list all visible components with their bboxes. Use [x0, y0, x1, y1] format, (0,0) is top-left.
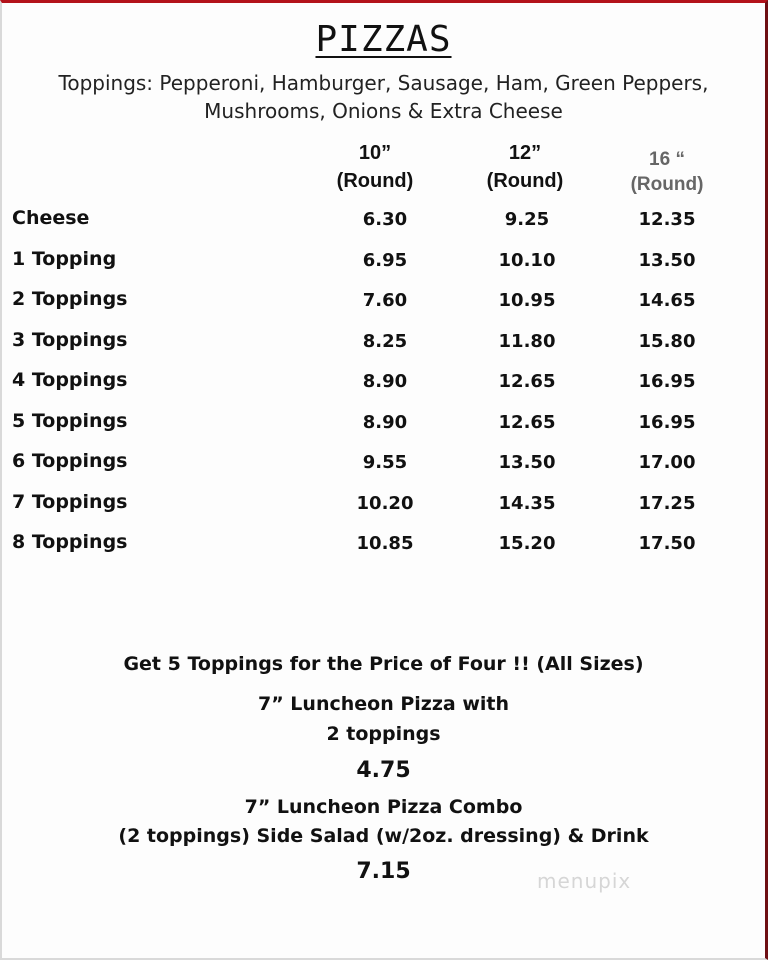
price-10in: 8.25 [362, 330, 408, 352]
toppings-list [22, 69, 745, 125]
price-12in: 10.95 [498, 290, 556, 311]
column-header-16in [602, 147, 732, 197]
price-12in: 9.25 [504, 209, 550, 230]
row-label: 2 Toppings [12, 288, 128, 310]
price-10in: 10.20 [356, 492, 414, 514]
table-row [2, 529, 765, 570]
price-16in: 17.50 [638, 533, 696, 554]
combo-price: 7.15 [356, 859, 411, 884]
price-10in: 10.85 [356, 533, 414, 554]
row-label: 1 Topping [12, 247, 117, 270]
price-table [2, 205, 765, 570]
column-size: 12” [508, 142, 542, 164]
luncheon-subtitle: 2 toppings [326, 723, 441, 745]
table-row [2, 327, 765, 368]
price-10in: 8.90 [362, 411, 408, 433]
row-label: 8 Toppings [12, 531, 128, 553]
column-header-12in [460, 139, 590, 195]
combo-details: (2 toppings) Side Salad (w/2oz. dressing) & Drink [118, 825, 649, 847]
column-size: 10” [358, 142, 392, 164]
promo-deal: Get 5 Toppings for the Price of Four !! (All Sizes) [123, 653, 644, 675]
row-label: 5 Toppings [12, 409, 128, 432]
price-12in: 12.65 [498, 371, 556, 392]
price-16in: 15.80 [638, 330, 696, 352]
price-12in: 11.80 [498, 330, 556, 352]
price-10in: 8.90 [362, 371, 408, 392]
column-shape: (Round) [336, 170, 414, 192]
row-label: 6 Toppings [12, 450, 128, 472]
row-label: Cheese [12, 207, 90, 229]
price-12in: 13.50 [498, 452, 556, 473]
table-row [2, 367, 765, 408]
price-12in: 14.35 [498, 492, 556, 514]
luncheon-title: 7” Luncheon Pizza with [257, 693, 510, 715]
toppings-line-2: Mushrooms, Onions & Extra Cheese [204, 99, 563, 123]
watermark-logo: menupix [537, 869, 632, 893]
price-10in: 7.60 [362, 290, 408, 311]
price-16in: 16.95 [638, 411, 696, 433]
price-10in: 9.55 [362, 452, 408, 473]
price-16in: 17.25 [638, 492, 696, 514]
luncheon-price: 4.75 [356, 758, 411, 783]
column-header-10in [310, 139, 440, 195]
table-row [2, 408, 765, 449]
price-10in: 6.30 [362, 209, 408, 230]
table-row [2, 205, 765, 246]
price-12in: 12.65 [498, 411, 556, 433]
toppings-line-1: Toppings: Pepperoni, Hamburger, Sausage, Ham, Green Peppers, [58, 71, 709, 95]
table-row [2, 448, 765, 489]
price-16in: 16.95 [638, 371, 696, 392]
price-12in: 10.10 [498, 249, 556, 271]
page-title: PIZZAS [315, 19, 452, 60]
row-label: 7 Toppings [12, 490, 128, 513]
price-16in: 14.65 [638, 290, 696, 311]
column-shape: (Round) [630, 174, 704, 195]
column-size: 16 “ [649, 149, 685, 170]
price-10in: 6.95 [362, 249, 408, 271]
row-label: 4 Toppings [12, 369, 128, 391]
price-12in: 15.20 [498, 533, 556, 554]
price-16in: 12.35 [638, 209, 696, 230]
row-label: 3 Toppings [12, 328, 128, 351]
combo-title: 7” Luncheon Pizza Combo [244, 796, 523, 818]
price-16in: 17.00 [638, 452, 696, 473]
table-row [2, 246, 765, 287]
column-shape: (Round) [486, 170, 564, 192]
price-16in: 13.50 [638, 249, 696, 271]
table-row [2, 286, 765, 327]
table-row [2, 489, 765, 530]
